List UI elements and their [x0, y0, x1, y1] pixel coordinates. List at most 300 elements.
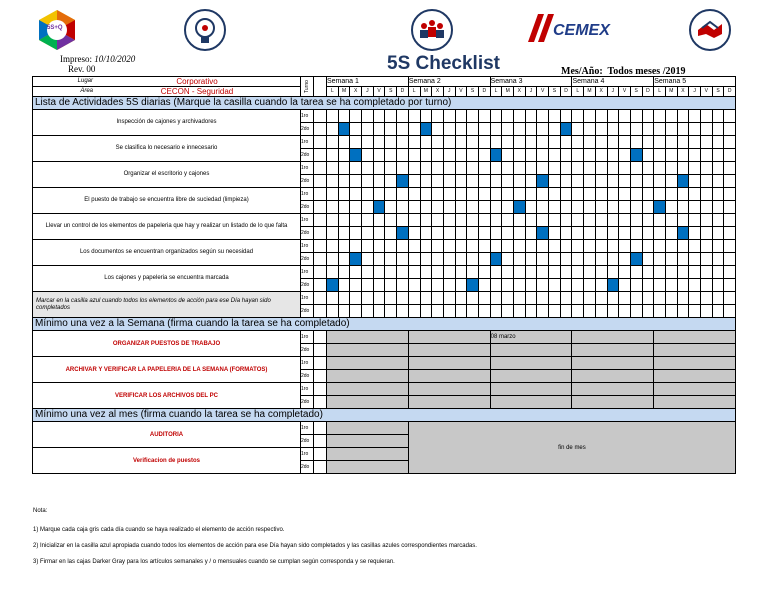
day-checkbox[interactable] — [478, 136, 490, 149]
day-checkbox[interactable] — [467, 279, 479, 292]
day-checkbox[interactable] — [537, 266, 549, 279]
day-checkbox[interactable] — [362, 292, 374, 305]
day-checkbox[interactable] — [619, 110, 631, 123]
day-checkbox[interactable] — [654, 240, 666, 253]
day-checkbox[interactable] — [455, 227, 467, 240]
day-checkbox[interactable] — [584, 253, 596, 266]
day-checkbox[interactable] — [490, 279, 502, 292]
day-checkbox[interactable] — [584, 188, 596, 201]
day-checkbox[interactable] — [549, 253, 561, 266]
day-checkbox[interactable] — [642, 253, 654, 266]
day-checkbox[interactable] — [677, 136, 689, 149]
day-checkbox[interactable] — [607, 136, 619, 149]
day-checkbox[interactable] — [490, 214, 502, 227]
weekly-signature-box[interactable] — [572, 357, 654, 370]
day-checkbox[interactable] — [502, 149, 514, 162]
day-checkbox[interactable] — [455, 292, 467, 305]
day-checkbox[interactable] — [607, 188, 619, 201]
day-checkbox[interactable] — [408, 136, 420, 149]
day-checkbox[interactable] — [549, 188, 561, 201]
day-checkbox[interactable] — [701, 279, 713, 292]
day-checkbox[interactable] — [584, 279, 596, 292]
day-checkbox[interactable] — [490, 227, 502, 240]
day-checkbox[interactable] — [467, 227, 479, 240]
day-checkbox[interactable] — [549, 149, 561, 162]
day-checkbox[interactable] — [443, 136, 455, 149]
day-checkbox[interactable] — [338, 110, 350, 123]
day-checkbox[interactable] — [560, 123, 572, 136]
day-checkbox[interactable] — [549, 279, 561, 292]
day-checkbox[interactable] — [619, 292, 631, 305]
day-checkbox[interactable] — [712, 188, 724, 201]
day-checkbox[interactable] — [642, 266, 654, 279]
day-checkbox[interactable] — [701, 292, 713, 305]
day-checkbox[interactable] — [408, 188, 420, 201]
day-checkbox[interactable] — [408, 162, 420, 175]
day-checkbox[interactable] — [490, 266, 502, 279]
day-checkbox[interactable] — [338, 175, 350, 188]
day-checkbox[interactable] — [665, 240, 677, 253]
weekly-signature-box[interactable] — [572, 396, 654, 409]
day-checkbox[interactable] — [560, 149, 572, 162]
weekly-signature-box[interactable] — [327, 396, 409, 409]
day-checkbox[interactable] — [525, 214, 537, 227]
day-checkbox[interactable] — [665, 162, 677, 175]
day-checkbox[interactable] — [514, 162, 526, 175]
day-checkbox[interactable] — [350, 266, 362, 279]
day-checkbox[interactable] — [572, 214, 584, 227]
day-checkbox[interactable] — [584, 149, 596, 162]
day-checkbox[interactable] — [701, 123, 713, 136]
day-checkbox[interactable] — [595, 266, 607, 279]
day-checkbox[interactable] — [677, 162, 689, 175]
day-checkbox[interactable] — [607, 123, 619, 136]
day-checkbox[interactable] — [665, 227, 677, 240]
day-checkbox[interactable] — [397, 292, 409, 305]
day-checkbox[interactable] — [584, 292, 596, 305]
day-checkbox[interactable] — [338, 123, 350, 136]
day-checkbox[interactable] — [689, 279, 701, 292]
day-checkbox[interactable] — [373, 162, 385, 175]
day-checkbox[interactable] — [595, 123, 607, 136]
day-checkbox[interactable] — [432, 175, 444, 188]
day-checkbox[interactable] — [455, 110, 467, 123]
day-checkbox[interactable] — [490, 292, 502, 305]
day-checkbox[interactable] — [630, 292, 642, 305]
day-checkbox[interactable] — [338, 266, 350, 279]
day-checkbox[interactable] — [654, 227, 666, 240]
day-checkbox[interactable] — [619, 305, 631, 318]
day-checkbox[interactable] — [701, 149, 713, 162]
day-checkbox[interactable] — [595, 136, 607, 149]
day-checkbox[interactable] — [584, 162, 596, 175]
day-checkbox[interactable] — [362, 279, 374, 292]
day-checkbox[interactable] — [514, 253, 526, 266]
day-checkbox[interactable] — [397, 136, 409, 149]
monthly-box[interactable] — [327, 422, 409, 435]
weekly-signature-box[interactable] — [572, 331, 654, 344]
day-checkbox[interactable] — [350, 305, 362, 318]
weekly-signature-box[interactable] — [327, 370, 409, 383]
day-checkbox[interactable] — [327, 110, 339, 123]
day-checkbox[interactable] — [350, 175, 362, 188]
day-checkbox[interactable] — [385, 149, 397, 162]
day-checkbox[interactable] — [385, 279, 397, 292]
day-checkbox[interactable] — [607, 279, 619, 292]
day-checkbox[interactable] — [654, 175, 666, 188]
day-checkbox[interactable] — [362, 214, 374, 227]
day-checkbox[interactable] — [619, 266, 631, 279]
day-checkbox[interactable] — [701, 240, 713, 253]
day-checkbox[interactable] — [677, 149, 689, 162]
monthly-note[interactable]: fin de mes — [408, 422, 735, 474]
day-checkbox[interactable] — [467, 253, 479, 266]
day-checkbox[interactable] — [420, 227, 432, 240]
day-checkbox[interactable] — [373, 266, 385, 279]
day-checkbox[interactable] — [560, 162, 572, 175]
day-checkbox[interactable] — [490, 201, 502, 214]
day-checkbox[interactable] — [595, 110, 607, 123]
day-checkbox[interactable] — [327, 227, 339, 240]
day-checkbox[interactable] — [572, 279, 584, 292]
day-checkbox[interactable] — [443, 266, 455, 279]
day-checkbox[interactable] — [502, 266, 514, 279]
day-checkbox[interactable] — [560, 175, 572, 188]
day-checkbox[interactable] — [537, 162, 549, 175]
day-checkbox[interactable] — [572, 188, 584, 201]
day-checkbox[interactable] — [443, 253, 455, 266]
day-checkbox[interactable] — [677, 214, 689, 227]
weekly-signature-box[interactable] — [654, 383, 736, 396]
day-checkbox[interactable] — [432, 305, 444, 318]
day-checkbox[interactable] — [724, 279, 736, 292]
day-checkbox[interactable] — [397, 253, 409, 266]
day-checkbox[interactable] — [560, 214, 572, 227]
day-checkbox[interactable] — [408, 240, 420, 253]
day-checkbox[interactable] — [642, 162, 654, 175]
day-checkbox[interactable] — [724, 149, 736, 162]
day-checkbox[interactable] — [724, 201, 736, 214]
day-checkbox[interactable] — [642, 214, 654, 227]
day-checkbox[interactable] — [595, 227, 607, 240]
day-checkbox[interactable] — [525, 201, 537, 214]
day-checkbox[interactable] — [724, 162, 736, 175]
day-checkbox[interactable] — [478, 110, 490, 123]
day-checkbox[interactable] — [584, 110, 596, 123]
day-checkbox[interactable] — [502, 175, 514, 188]
weekly-signature-box[interactable] — [654, 396, 736, 409]
monthly-box[interactable] — [327, 461, 409, 474]
day-checkbox[interactable] — [478, 201, 490, 214]
day-checkbox[interactable] — [432, 292, 444, 305]
day-checkbox[interactable] — [338, 149, 350, 162]
day-checkbox[interactable] — [642, 305, 654, 318]
day-checkbox[interactable] — [584, 123, 596, 136]
day-checkbox[interactable] — [572, 266, 584, 279]
day-checkbox[interactable] — [724, 240, 736, 253]
day-checkbox[interactable] — [490, 188, 502, 201]
day-checkbox[interactable] — [432, 266, 444, 279]
weekly-signature-box[interactable] — [490, 357, 572, 370]
day-checkbox[interactable] — [338, 162, 350, 175]
day-checkbox[interactable] — [654, 279, 666, 292]
monthly-box[interactable] — [327, 448, 409, 461]
day-checkbox[interactable] — [537, 240, 549, 253]
day-checkbox[interactable] — [549, 110, 561, 123]
day-checkbox[interactable] — [549, 162, 561, 175]
day-checkbox[interactable] — [654, 188, 666, 201]
day-checkbox[interactable] — [689, 188, 701, 201]
day-checkbox[interactable] — [327, 201, 339, 214]
day-checkbox[interactable] — [642, 279, 654, 292]
day-checkbox[interactable] — [701, 175, 713, 188]
weekly-signature-box[interactable] — [408, 370, 490, 383]
day-checkbox[interactable] — [362, 253, 374, 266]
day-checkbox[interactable] — [630, 136, 642, 149]
day-checkbox[interactable] — [408, 123, 420, 136]
day-checkbox[interactable] — [595, 162, 607, 175]
day-checkbox[interactable] — [607, 266, 619, 279]
day-checkbox[interactable] — [595, 175, 607, 188]
day-checkbox[interactable] — [362, 227, 374, 240]
day-checkbox[interactable] — [525, 149, 537, 162]
day-checkbox[interactable] — [712, 175, 724, 188]
day-checkbox[interactable] — [408, 227, 420, 240]
day-checkbox[interactable] — [338, 214, 350, 227]
day-checkbox[interactable] — [502, 305, 514, 318]
day-checkbox[interactable] — [619, 188, 631, 201]
day-checkbox[interactable] — [712, 240, 724, 253]
day-checkbox[interactable] — [490, 123, 502, 136]
day-checkbox[interactable] — [724, 266, 736, 279]
day-checkbox[interactable] — [584, 305, 596, 318]
day-checkbox[interactable] — [432, 110, 444, 123]
day-checkbox[interactable] — [467, 201, 479, 214]
day-checkbox[interactable] — [490, 305, 502, 318]
day-checkbox[interactable] — [514, 201, 526, 214]
day-checkbox[interactable] — [455, 279, 467, 292]
day-checkbox[interactable] — [619, 136, 631, 149]
day-checkbox[interactable] — [397, 110, 409, 123]
day-checkbox[interactable] — [373, 175, 385, 188]
day-checkbox[interactable] — [373, 149, 385, 162]
day-checkbox[interactable] — [490, 149, 502, 162]
day-checkbox[interactable] — [385, 136, 397, 149]
day-checkbox[interactable] — [712, 253, 724, 266]
day-checkbox[interactable] — [420, 266, 432, 279]
day-checkbox[interactable] — [455, 123, 467, 136]
day-checkbox[interactable] — [420, 305, 432, 318]
day-checkbox[interactable] — [689, 240, 701, 253]
day-checkbox[interactable] — [712, 227, 724, 240]
day-checkbox[interactable] — [642, 175, 654, 188]
day-checkbox[interactable] — [362, 175, 374, 188]
day-checkbox[interactable] — [525, 305, 537, 318]
day-checkbox[interactable] — [560, 201, 572, 214]
day-checkbox[interactable] — [397, 149, 409, 162]
monthly-box[interactable] — [327, 435, 409, 448]
day-checkbox[interactable] — [350, 149, 362, 162]
day-checkbox[interactable] — [350, 123, 362, 136]
day-checkbox[interactable] — [467, 240, 479, 253]
day-checkbox[interactable] — [478, 279, 490, 292]
day-checkbox[interactable] — [432, 123, 444, 136]
day-checkbox[interactable] — [607, 175, 619, 188]
day-checkbox[interactable] — [572, 227, 584, 240]
day-checkbox[interactable] — [677, 240, 689, 253]
day-checkbox[interactable] — [677, 292, 689, 305]
day-checkbox[interactable] — [362, 162, 374, 175]
day-checkbox[interactable] — [408, 266, 420, 279]
day-checkbox[interactable] — [619, 201, 631, 214]
day-checkbox[interactable] — [408, 201, 420, 214]
day-checkbox[interactable] — [572, 149, 584, 162]
day-checkbox[interactable] — [607, 214, 619, 227]
day-checkbox[interactable] — [654, 110, 666, 123]
day-checkbox[interactable] — [701, 266, 713, 279]
day-checkbox[interactable] — [537, 175, 549, 188]
day-checkbox[interactable] — [350, 214, 362, 227]
day-checkbox[interactable] — [724, 188, 736, 201]
day-checkbox[interactable] — [397, 162, 409, 175]
day-checkbox[interactable] — [455, 136, 467, 149]
day-checkbox[interactable] — [362, 136, 374, 149]
day-checkbox[interactable] — [385, 162, 397, 175]
day-checkbox[interactable] — [514, 123, 526, 136]
day-checkbox[interactable] — [338, 227, 350, 240]
weekly-signature-box[interactable] — [572, 344, 654, 357]
day-checkbox[interactable] — [455, 201, 467, 214]
day-checkbox[interactable] — [455, 266, 467, 279]
day-checkbox[interactable] — [607, 240, 619, 253]
day-checkbox[interactable] — [502, 240, 514, 253]
day-checkbox[interactable] — [595, 292, 607, 305]
day-checkbox[interactable] — [455, 240, 467, 253]
day-checkbox[interactable] — [724, 253, 736, 266]
day-checkbox[interactable] — [338, 253, 350, 266]
day-checkbox[interactable] — [525, 227, 537, 240]
day-checkbox[interactable] — [584, 240, 596, 253]
weekly-signature-box[interactable] — [408, 357, 490, 370]
day-checkbox[interactable] — [689, 201, 701, 214]
day-checkbox[interactable] — [490, 253, 502, 266]
day-checkbox[interactable] — [443, 201, 455, 214]
day-checkbox[interactable] — [607, 253, 619, 266]
day-checkbox[interactable] — [362, 110, 374, 123]
weekly-note[interactable]: 08 marzo — [490, 331, 572, 344]
day-checkbox[interactable] — [397, 188, 409, 201]
day-checkbox[interactable] — [467, 123, 479, 136]
day-checkbox[interactable] — [467, 305, 479, 318]
day-checkbox[interactable] — [443, 188, 455, 201]
day-checkbox[interactable] — [572, 201, 584, 214]
day-checkbox[interactable] — [701, 227, 713, 240]
day-checkbox[interactable] — [665, 123, 677, 136]
day-checkbox[interactable] — [607, 162, 619, 175]
day-checkbox[interactable] — [630, 240, 642, 253]
day-checkbox[interactable] — [443, 214, 455, 227]
day-checkbox[interactable] — [467, 110, 479, 123]
day-checkbox[interactable] — [572, 136, 584, 149]
day-checkbox[interactable] — [642, 240, 654, 253]
day-checkbox[interactable] — [502, 292, 514, 305]
day-checkbox[interactable] — [665, 214, 677, 227]
day-checkbox[interactable] — [338, 136, 350, 149]
day-checkbox[interactable] — [420, 201, 432, 214]
day-checkbox[interactable] — [338, 292, 350, 305]
day-checkbox[interactable] — [373, 279, 385, 292]
day-checkbox[interactable] — [584, 175, 596, 188]
day-checkbox[interactable] — [642, 149, 654, 162]
day-checkbox[interactable] — [549, 240, 561, 253]
day-checkbox[interactable] — [572, 305, 584, 318]
day-checkbox[interactable] — [630, 279, 642, 292]
day-checkbox[interactable] — [619, 253, 631, 266]
day-checkbox[interactable] — [677, 123, 689, 136]
day-checkbox[interactable] — [677, 279, 689, 292]
day-checkbox[interactable] — [478, 305, 490, 318]
day-checkbox[interactable] — [701, 110, 713, 123]
day-checkbox[interactable] — [595, 279, 607, 292]
day-checkbox[interactable] — [408, 253, 420, 266]
day-checkbox[interactable] — [549, 266, 561, 279]
day-checkbox[interactable] — [677, 266, 689, 279]
day-checkbox[interactable] — [373, 110, 385, 123]
day-checkbox[interactable] — [712, 162, 724, 175]
day-checkbox[interactable] — [350, 227, 362, 240]
day-checkbox[interactable] — [467, 175, 479, 188]
day-checkbox[interactable] — [630, 201, 642, 214]
day-checkbox[interactable] — [549, 201, 561, 214]
day-checkbox[interactable] — [373, 201, 385, 214]
day-checkbox[interactable] — [665, 292, 677, 305]
day-checkbox[interactable] — [397, 227, 409, 240]
weekly-signature-box[interactable] — [408, 383, 490, 396]
weekly-signature-box[interactable] — [572, 370, 654, 383]
day-checkbox[interactable] — [385, 292, 397, 305]
day-checkbox[interactable] — [408, 305, 420, 318]
day-checkbox[interactable] — [350, 279, 362, 292]
weekly-signature-box[interactable] — [490, 370, 572, 383]
day-checkbox[interactable] — [478, 240, 490, 253]
day-checkbox[interactable] — [572, 292, 584, 305]
day-checkbox[interactable] — [654, 253, 666, 266]
day-checkbox[interactable] — [689, 292, 701, 305]
day-checkbox[interactable] — [677, 175, 689, 188]
day-checkbox[interactable] — [630, 227, 642, 240]
day-checkbox[interactable] — [478, 253, 490, 266]
day-checkbox[interactable] — [350, 240, 362, 253]
day-checkbox[interactable] — [373, 240, 385, 253]
day-checkbox[interactable] — [677, 227, 689, 240]
day-checkbox[interactable] — [397, 214, 409, 227]
day-checkbox[interactable] — [455, 214, 467, 227]
day-checkbox[interactable] — [385, 253, 397, 266]
day-checkbox[interactable] — [420, 240, 432, 253]
weekly-signature-box[interactable] — [327, 344, 409, 357]
weekly-signature-box[interactable] — [654, 357, 736, 370]
day-checkbox[interactable] — [724, 123, 736, 136]
day-checkbox[interactable] — [560, 188, 572, 201]
day-checkbox[interactable] — [689, 305, 701, 318]
day-checkbox[interactable] — [595, 188, 607, 201]
day-checkbox[interactable] — [420, 253, 432, 266]
day-checkbox[interactable] — [502, 136, 514, 149]
weekly-signature-box[interactable] — [490, 344, 572, 357]
day-checkbox[interactable] — [467, 162, 479, 175]
day-checkbox[interactable] — [549, 214, 561, 227]
day-checkbox[interactable] — [665, 175, 677, 188]
